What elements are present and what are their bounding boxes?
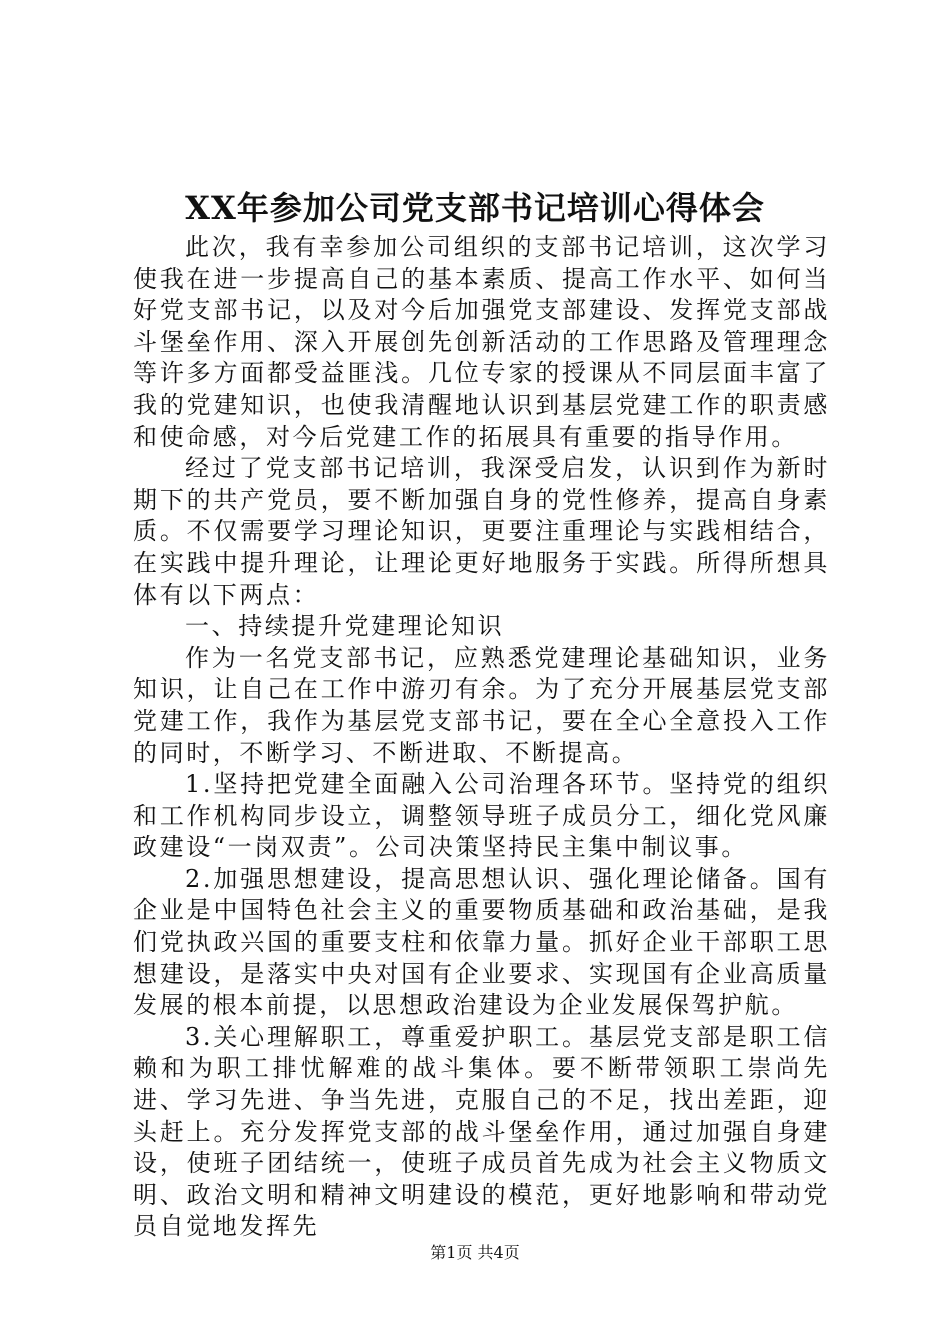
paragraph-intro: 此次，我有幸参加公司组织的支部书记培训，这次学习使我在进一步提高自己的基本素质、提高工作水平、如何当好党支部书记，以及对今后加强党支部建设、发挥党支部战斗堡垒作用、深入开展创先创新活动的工作思路及管理理念等许多方面都受益匪浅。几位专家的授课从不同层面丰富了我的党建知识，也使我清醒地认识到基层党建工作的职责感和使命感，对今后党建工作的拓展具有重要的指导作用。 <box>133 233 830 451</box>
document-title: XX年参加公司党支部书记培训心得体会 <box>185 189 765 227</box>
document-body <box>133 232 830 1243</box>
list-item-1: 1.坚持把党建全面融入公司治理各环节。坚持党的组织和工作机构同步设立，调整领导班子成员分工，细化党风廉政建设“一岗双责”。公司决策坚持民主集中制议事。 <box>133 770 830 862</box>
list-item-3: 3.关心理解职工，尊重爱护职工。基层党支部是职工信赖和为职工排忧解难的战斗集体。要不断带领职工崇尚先进、学习先进、争当先进，克服自己的不足，找出差距，迎头赶上。充分发挥党支部的战斗堡垒作用，通过加强自身建设，使班子团结统一，使班子成员首先成为社会主义物质文明、政治文明和精神文明建设的模范，更好地影响和带动党员自觉地发挥先 <box>133 1022 830 1241</box>
paragraph-training-insight: 经过了党支部书记培训，我深受启发，认识到作为新时期下的共产党员，要不断加强自身的党性修养，提高自身素质。不仅需要学习理论知识，更要注重理论与实践相结合，在实践中提升理论，让理论更好地服务于实践。所得所想具体有以下两点： <box>133 454 830 609</box>
paragraph-section-1: 作为一名党支部书记，应熟悉党建理论基础知识，业务知识，让自己在工作中游刃有余。为了充分开展基层党支部党建工作，我作为基层党支部书记，要在全心全意投入工作的同时，不断学习、不断进取、不断提高。 <box>133 643 830 767</box>
page-number-footer: 第1页 共4页 <box>430 1243 520 1262</box>
section-heading-1: 一、持续提升党建理论知识 <box>185 612 505 641</box>
list-item-2: 2.加强思想建设，提高思想认识、强化理论储备。国有企业是中国特色社会主义的重要物质基础和政治基础，是我们党执政兴国的重要支柱和依靠力量。抓好企业干部职工思想建设，是落实中央对国有企业要求、实现国有企业高质量发展的根本前提，以思想政治建设为企业发展保驾护航。 <box>133 864 830 1020</box>
